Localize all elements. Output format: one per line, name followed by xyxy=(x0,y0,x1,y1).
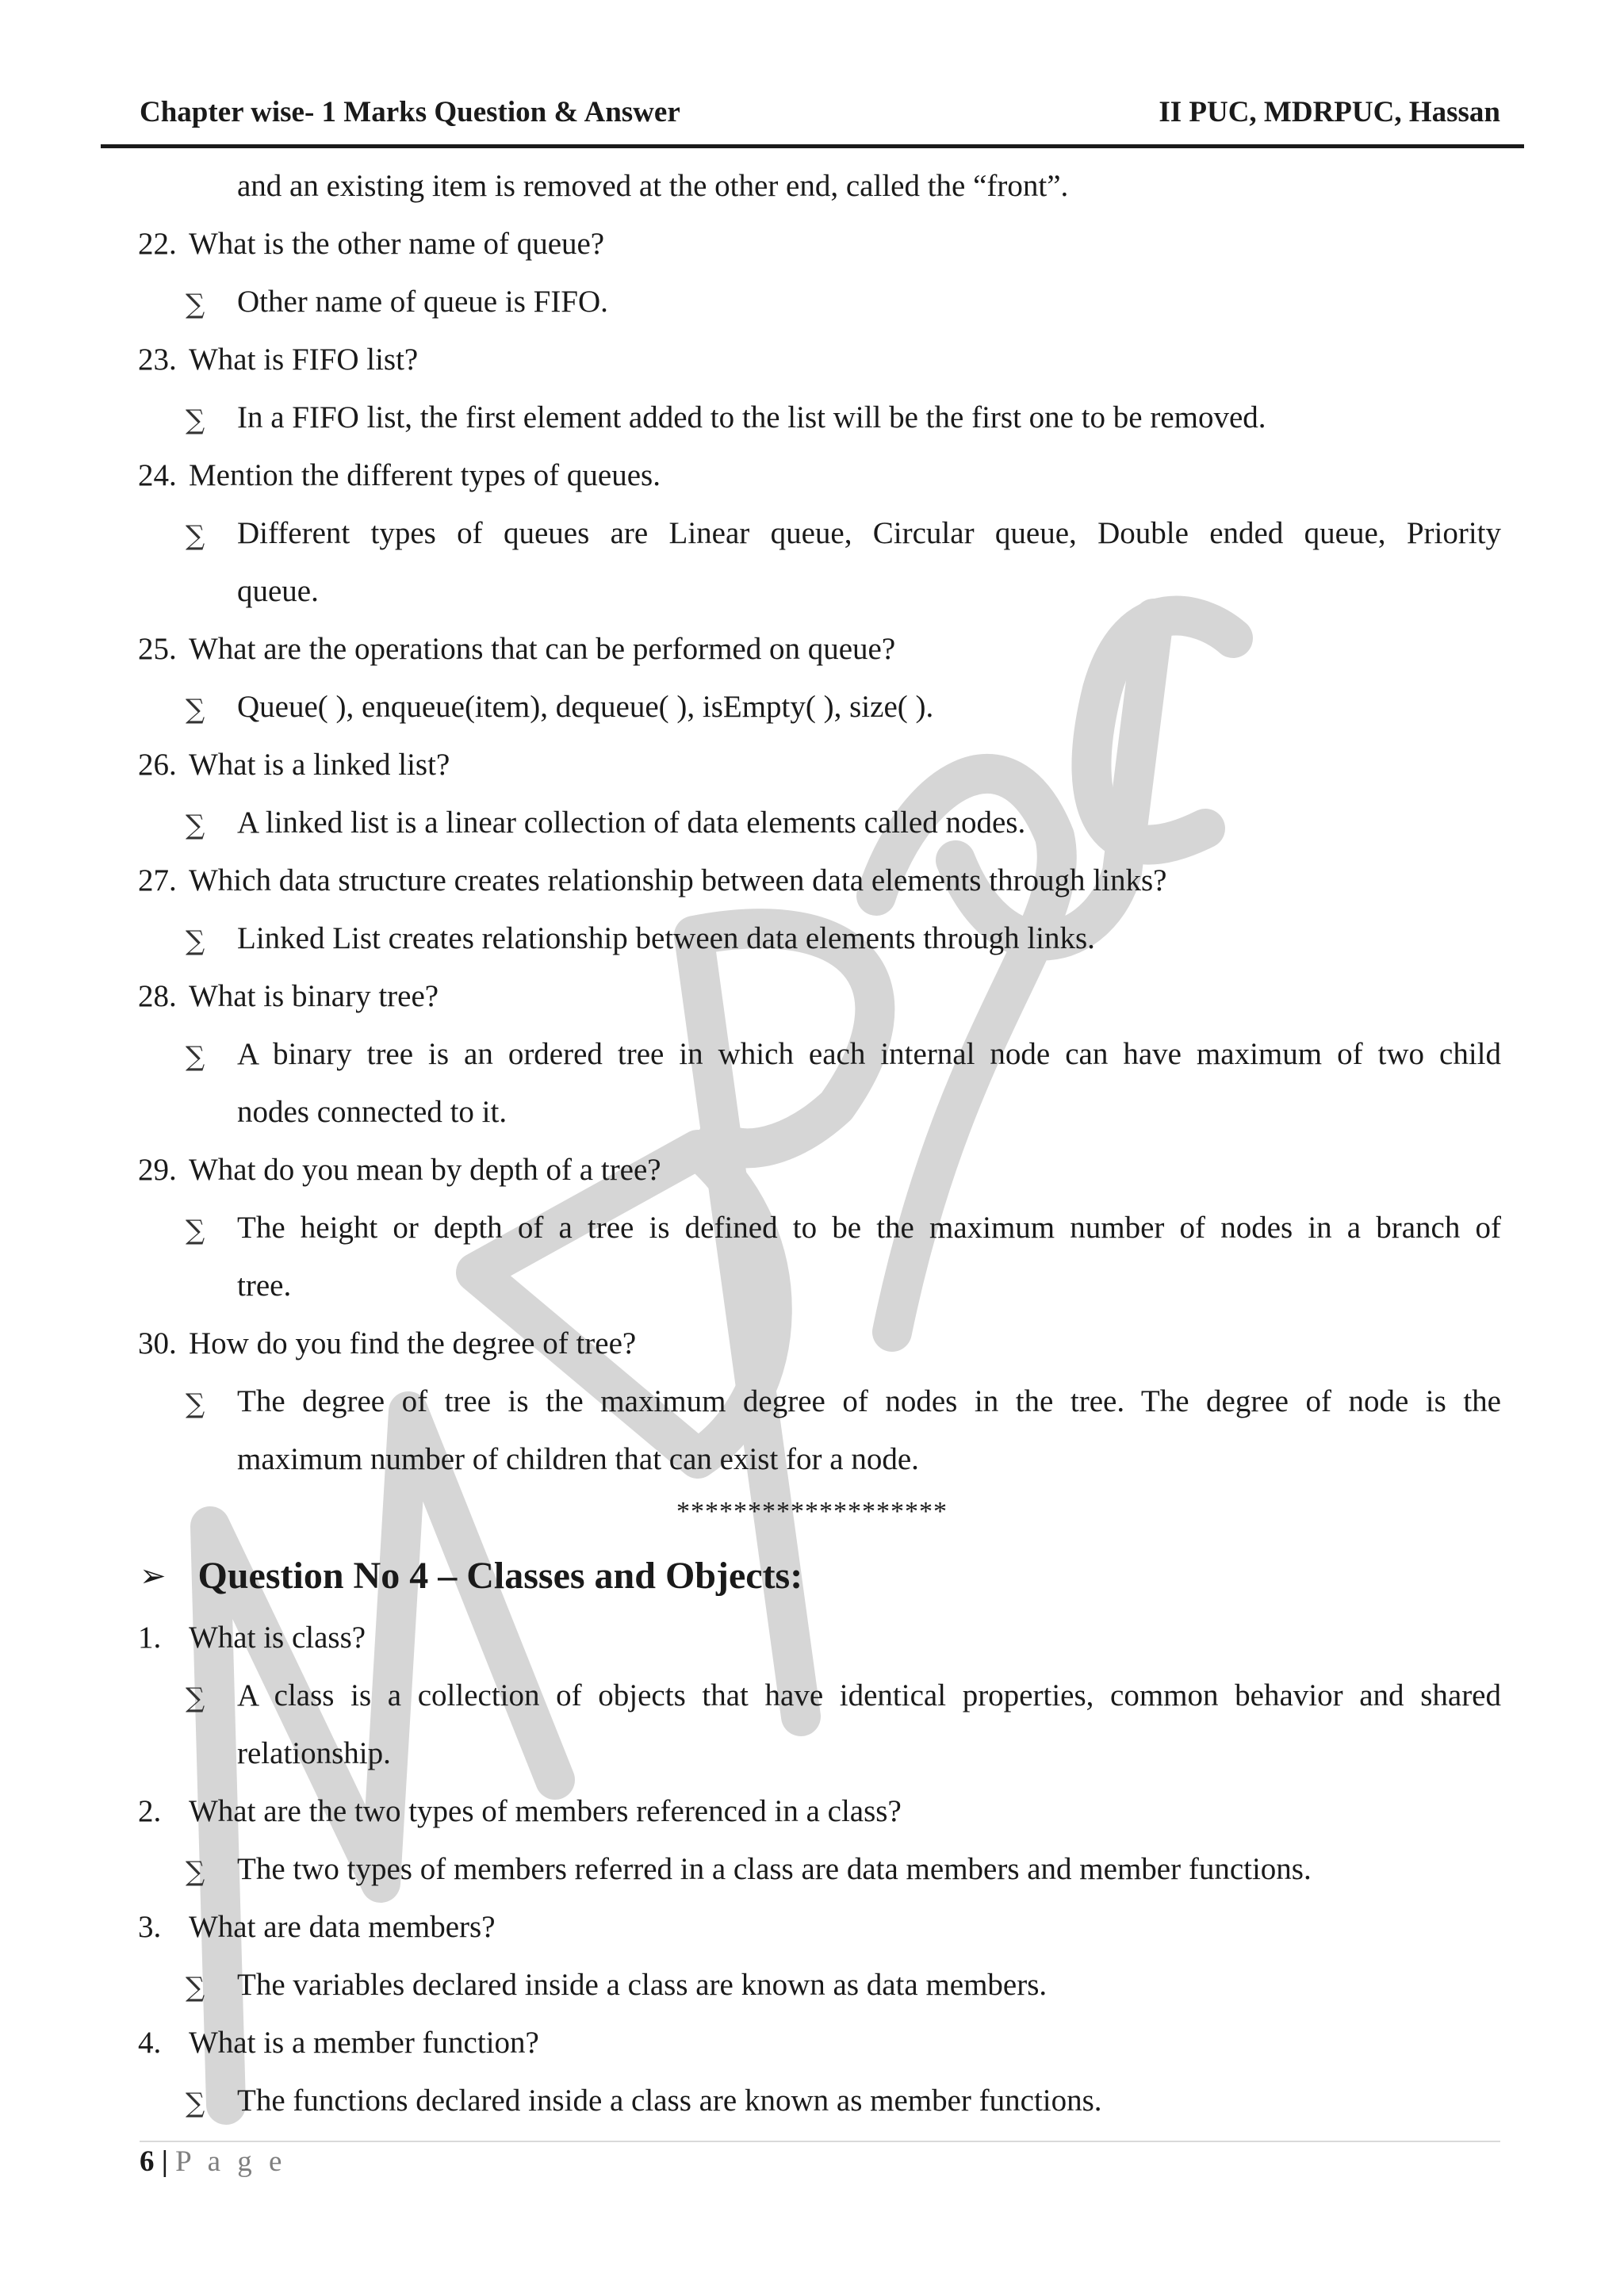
question-item xyxy=(138,457,661,493)
answer-text: A binary tree is an ordered tree in which each internal node can have maximum of two child xyxy=(237,1037,1501,1071)
header-right-title: II PUC, MDRPUC, Hassan xyxy=(1159,96,1500,128)
question-number: 23. xyxy=(138,342,177,377)
page-number: 6 xyxy=(140,2145,155,2178)
question-text: What do you mean by depth of a tree? xyxy=(189,1153,661,1187)
answer-continuation: queue. xyxy=(237,574,319,608)
section-heading xyxy=(140,1554,802,1598)
question-number: 25. xyxy=(138,632,177,666)
sigma-bullet-icon: ∑ xyxy=(186,2087,205,2119)
answer-continuation: maximum number of children that can exist for a node. xyxy=(237,1442,919,1476)
question-text: What is a member function? xyxy=(189,2026,539,2060)
answer-text: A linked list is a linear collection of data elements called nodes. xyxy=(237,806,1026,840)
question-text: What are the operations that can be performed on queue? xyxy=(189,632,896,666)
question-item xyxy=(138,978,439,1014)
question-text: What are data members? xyxy=(189,1910,496,1944)
question-text: How do you find the degree of tree? xyxy=(189,1326,637,1360)
question-text: What is a linked list? xyxy=(189,748,450,782)
sigma-bullet-icon: ∑ xyxy=(186,694,205,725)
question-number: 24. xyxy=(138,458,177,492)
question-number: 1. xyxy=(138,1621,162,1655)
question-item xyxy=(138,1793,902,1829)
sigma-bullet-icon: ∑ xyxy=(186,1682,205,1714)
question-number: 29. xyxy=(138,1153,177,1187)
answer-continuation: relationship. xyxy=(237,1736,391,1770)
sigma-bullet-icon: ∑ xyxy=(186,1972,205,2003)
question-item xyxy=(138,2025,539,2061)
answer-text: The height or depth of a tree is defined to be the maximum number of nodes in a branch of xyxy=(237,1211,1501,1245)
answer-text: In a FIFO list, the first element added to the list will be the first one to be removed. xyxy=(237,400,1266,434)
question-number: 3. xyxy=(138,1910,162,1944)
continued-answer-line: and an existing item is removed at the other end, called the “front”. xyxy=(237,169,1069,203)
arrow-bullet-icon: ➢ xyxy=(140,1557,167,1594)
question-number: 26. xyxy=(138,748,177,782)
sigma-bullet-icon: ∑ xyxy=(186,1041,205,1073)
sigma-bullet-icon: ∑ xyxy=(186,1215,205,1246)
footer-rule xyxy=(140,2141,1500,2142)
question-item xyxy=(138,1909,496,1945)
answer-text: The variables declared inside a class are known as data members. xyxy=(237,1968,1048,2002)
question-item xyxy=(138,747,450,783)
section-title: Question No 4 – Classes and Objects: xyxy=(197,1555,803,1597)
sigma-bullet-icon: ∑ xyxy=(186,289,205,320)
sigma-bullet-icon: ∑ xyxy=(186,404,205,436)
header-rule xyxy=(101,144,1524,148)
page-header xyxy=(140,95,1500,129)
question-item xyxy=(138,342,419,377)
question-item xyxy=(138,631,896,667)
question-item xyxy=(138,1326,637,1361)
question-number: 4. xyxy=(138,2026,162,2060)
sigma-bullet-icon: ∑ xyxy=(186,1856,205,1888)
sigma-bullet-icon: ∑ xyxy=(186,925,205,957)
answer-text: The degree of tree is the maximum degree of nodes in the tree. The degree of node is the xyxy=(237,1384,1501,1418)
sigma-bullet-icon: ∑ xyxy=(186,520,205,552)
question-text: What is FIFO list? xyxy=(189,342,419,377)
page-label: P a g e xyxy=(175,2145,287,2178)
answer-text: Linked List creates relationship between data elements through links. xyxy=(237,921,1095,955)
answer-text: Different types of queues are Linear queue, Circular queue, Double ended queue, Priority xyxy=(237,516,1501,550)
question-text: What is binary tree? xyxy=(189,979,439,1013)
question-item xyxy=(138,1152,661,1188)
question-number: 30. xyxy=(138,1326,177,1360)
question-item xyxy=(138,1620,366,1655)
question-number: 27. xyxy=(138,863,177,897)
question-text: What is class? xyxy=(189,1621,366,1655)
sigma-bullet-icon: ∑ xyxy=(186,809,205,841)
question-text: Which data structure creates relationship between data elements through links? xyxy=(189,863,1167,897)
sigma-bullet-icon: ∑ xyxy=(186,1388,205,1420)
answer-text: The functions declared inside a class are known as member functions. xyxy=(237,2084,1102,2118)
answer-text: A class is a collection of objects that have identical properties, common behavior and shared xyxy=(237,1678,1501,1712)
question-item xyxy=(138,863,1167,898)
page-footer xyxy=(140,2145,286,2179)
question-number: 28. xyxy=(138,979,177,1013)
answer-continuation: tree. xyxy=(237,1269,292,1303)
footer-separator: | xyxy=(161,2145,168,2178)
question-text: Mention the different types of queues. xyxy=(189,458,661,492)
question-text: What is the other name of queue? xyxy=(189,227,605,261)
section-separator: ******************* xyxy=(676,1497,948,1526)
question-text: What are the two types of members referenced in a class? xyxy=(189,1794,902,1828)
answer-text: Queue( ), enqueue(item), dequeue( ), isEmpty( ), size( ). xyxy=(237,690,934,724)
answer-continuation: nodes connected to it. xyxy=(237,1095,508,1129)
question-number: 2. xyxy=(138,1794,162,1828)
answer-text: Other name of queue is FIFO. xyxy=(237,285,608,319)
question-item xyxy=(138,226,605,262)
header-left-title: Chapter wise- 1 Marks Question & Answer xyxy=(140,96,680,128)
question-number: 22. xyxy=(138,227,177,261)
answer-text: The two types of members referred in a class are data members and member functions. xyxy=(237,1852,1312,1886)
